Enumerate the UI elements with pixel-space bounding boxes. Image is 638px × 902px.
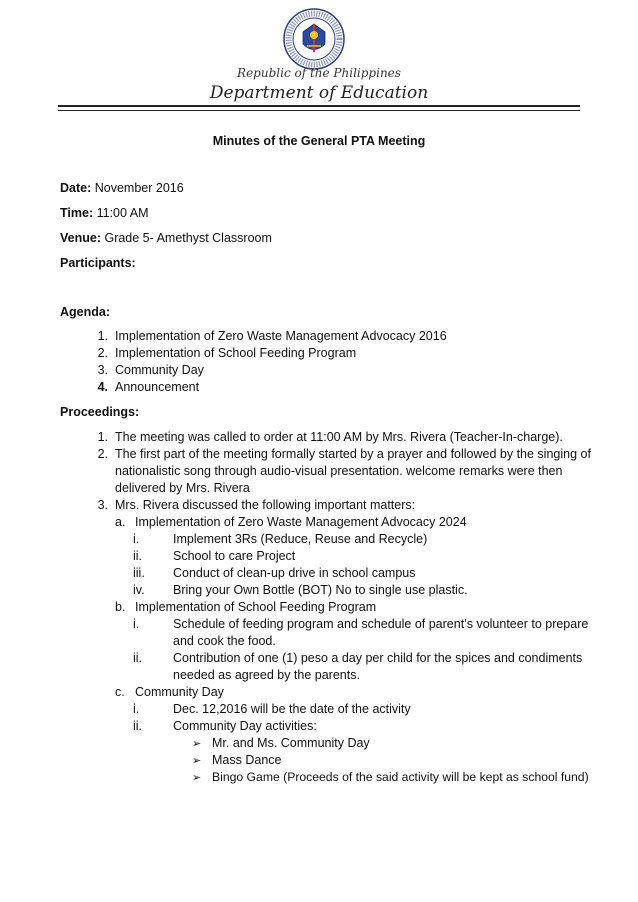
roman-item: Contribution of one (1) peso a day per child for the spices and condiments xyxy=(173,651,583,665)
roman-item: Schedule of feeding program and schedule of parent’s volunteer to prepare xyxy=(173,617,589,631)
proceeding-number: 3. xyxy=(97,498,108,512)
roman-item: Community Day activities: xyxy=(173,719,317,733)
agenda-heading: Agenda: xyxy=(60,305,110,319)
republic-heading: Republic of the Philippines xyxy=(237,66,401,80)
time-line xyxy=(60,206,148,220)
roman-item: Conduct of clean-up drive in school campus xyxy=(173,566,416,580)
participants-line xyxy=(60,256,136,270)
subitem-text: Implementation of Zero Waste Management Advocacy 2024 xyxy=(135,515,467,529)
roman-numeral: ii. xyxy=(133,719,143,733)
proceeding-number: 2. xyxy=(97,447,108,461)
department-heading: Department of Education xyxy=(209,83,429,103)
roman-numeral: ii. xyxy=(133,651,143,665)
proceeding-item: The meeting was called to order at 11:00 AM by Mrs. Rivera (Teacher-In-charge). xyxy=(115,430,563,444)
roman-numeral: iv. xyxy=(133,583,145,597)
header-divider-thin xyxy=(58,110,580,111)
proceedings-heading: Proceedings: xyxy=(60,405,140,419)
bullet-item: Mass Dance xyxy=(212,753,282,767)
subitem-label: a. xyxy=(115,515,126,529)
proceeding-line: delivered by Mrs. Rivera xyxy=(115,481,250,495)
arrow-bullet-icon: ➢ xyxy=(192,755,202,767)
date-value: November 2016 xyxy=(91,181,184,195)
participants-label: Participants: xyxy=(60,256,136,270)
agenda-number: 4. xyxy=(97,380,108,394)
date-label: Date: xyxy=(60,181,92,195)
roman-numeral: ii. xyxy=(133,549,143,563)
proceeding-line: nationalistic song through audio-visual presentation. welcome remarks were then xyxy=(115,464,563,478)
roman-numeral: i. xyxy=(133,617,140,631)
roman-item: Bring your Own Bottle (BOT) No to single use plastic. xyxy=(173,583,468,597)
arrow-bullet-icon: ➢ xyxy=(192,772,202,784)
bullet-item: Bingo Game (Proceeds of the said activity will be kept as school fund) xyxy=(212,770,589,784)
roman-numeral: iii. xyxy=(133,566,145,580)
roman-item: Implement 3Rs (Reduce, Reuse and Recycle) xyxy=(173,532,428,546)
subitem-label: b. xyxy=(115,600,126,614)
subitem-text: Implementation of School Feeding Program xyxy=(135,600,377,614)
header-divider-thick xyxy=(58,105,580,107)
agenda-item: Community Day xyxy=(115,363,204,377)
date-line xyxy=(60,181,184,195)
roman-item: School to care Project xyxy=(173,549,296,563)
agenda-item: Implementation of Zero Waste Management Advocacy 2016 xyxy=(115,329,447,343)
time-value: 11:00 AM xyxy=(93,206,149,220)
roman-numeral: i. xyxy=(133,532,140,546)
time-label: Time: xyxy=(60,206,94,220)
document-title: Minutes of the General PTA Meeting xyxy=(212,134,426,148)
proceeding-number: 1. xyxy=(97,430,108,444)
venue-label: Venue: xyxy=(60,231,101,245)
venue-value: Grade 5- Amethyst Classroom xyxy=(101,231,272,245)
agenda-item: Implementation of School Feeding Program xyxy=(115,346,357,360)
agenda-number: 3. xyxy=(97,363,108,377)
venue-line xyxy=(60,231,272,245)
roman-numeral: i. xyxy=(133,702,140,716)
proceeding-item: Mrs. Rivera discussed the following important matters: xyxy=(115,498,416,512)
roman-item-continued: needed as agreed by the parents. xyxy=(173,668,360,682)
bullet-item: Mr. and Ms. Community Day xyxy=(212,736,370,750)
roman-item: Dec. 12,2016 will be the date of the activity xyxy=(173,702,411,716)
proceeding-line: The first part of the meeting formally started by a prayer and followed by the singing of xyxy=(115,447,591,461)
subitem-text: Community Day xyxy=(135,685,224,699)
arrow-bullet-icon: ➢ xyxy=(192,738,202,750)
agenda-number: 1. xyxy=(97,329,108,343)
agenda-item: Announcement xyxy=(115,380,200,394)
agenda-number: 2. xyxy=(97,346,108,360)
subitem-label: c. xyxy=(115,685,125,699)
deped-seal-logo xyxy=(283,8,345,70)
roman-item-continued: and cook the food. xyxy=(173,634,276,648)
